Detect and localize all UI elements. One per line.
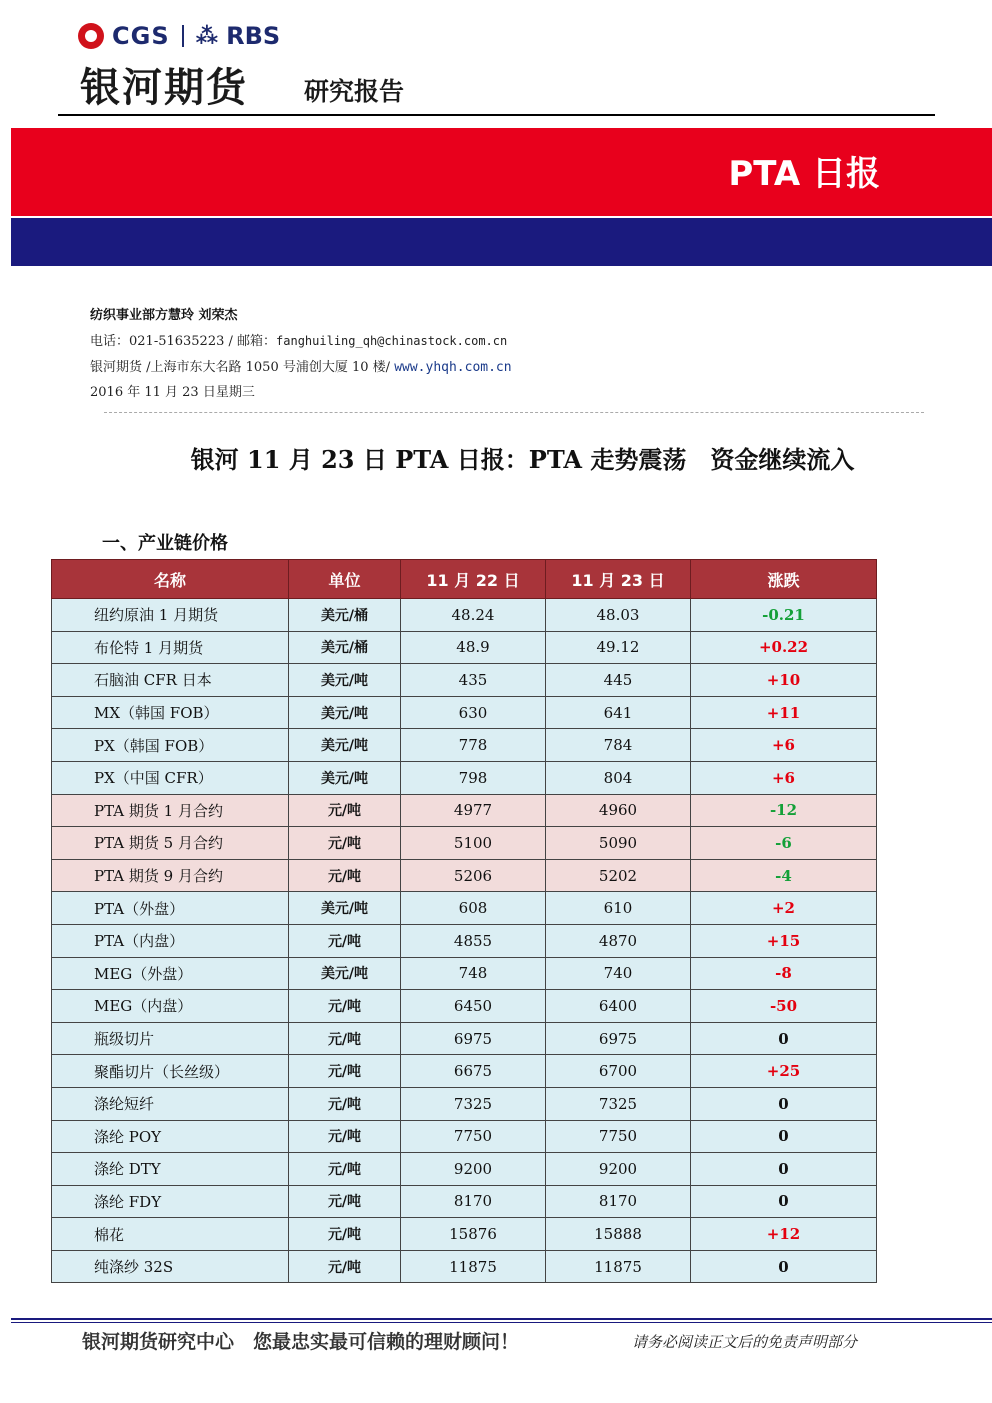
cell-price-nov23: 15888 bbox=[546, 1218, 691, 1251]
cell-change: +2 bbox=[691, 892, 877, 925]
cell-price-nov23: 6400 bbox=[546, 990, 691, 1023]
cell-unit: 元/吨 bbox=[289, 924, 401, 957]
cell-unit: 元/吨 bbox=[289, 1120, 401, 1153]
cell-name: 涤纶 DTY bbox=[52, 1153, 289, 1186]
address-text: 银河期货 /上海市东大名路 1050 号浦创大厦 10 楼/ bbox=[90, 360, 395, 375]
report-type: 研究报告 bbox=[304, 77, 405, 106]
cell-price-nov22: 11875 bbox=[401, 1250, 546, 1283]
cell-name: 涤纶 FDY bbox=[52, 1185, 289, 1218]
cell-name: PTA（外盘） bbox=[52, 892, 289, 925]
cell-unit: 美元/吨 bbox=[289, 729, 401, 762]
cell-price-nov23: 7325 bbox=[546, 1087, 691, 1120]
logo-divider bbox=[182, 25, 184, 47]
table-row bbox=[52, 990, 877, 1023]
cell-change: 0 bbox=[691, 1153, 877, 1186]
author-line: 纺织事业部方慧玲 刘荣杰 bbox=[90, 308, 238, 323]
cell-name: 瓶级切片 bbox=[52, 1022, 289, 1055]
cell-change: +12 bbox=[691, 1218, 877, 1251]
cell-price-nov22: 748 bbox=[401, 957, 546, 990]
cell-price-nov23: 11875 bbox=[546, 1250, 691, 1283]
cell-change: 0 bbox=[691, 1087, 877, 1120]
table-row bbox=[52, 599, 877, 632]
cell-price-nov23: 7750 bbox=[546, 1120, 691, 1153]
cell-unit: 元/吨 bbox=[289, 1250, 401, 1283]
cell-unit: 元/吨 bbox=[289, 794, 401, 827]
col-header-date2: 11 月 23 日 bbox=[546, 560, 691, 599]
table-row bbox=[52, 631, 877, 664]
cell-unit: 美元/桶 bbox=[289, 599, 401, 632]
logo bbox=[78, 22, 280, 50]
cell-change: +0.22 bbox=[691, 631, 877, 664]
cell-price-nov22: 9200 bbox=[401, 1153, 546, 1186]
cell-price-nov23: 4960 bbox=[546, 794, 691, 827]
table-row bbox=[52, 957, 877, 990]
table-row bbox=[52, 1022, 877, 1055]
cell-price-nov22: 6675 bbox=[401, 1055, 546, 1088]
cell-change: -6 bbox=[691, 827, 877, 860]
cell-price-nov22: 435 bbox=[401, 664, 546, 697]
table-row bbox=[52, 664, 877, 697]
cell-price-nov22: 630 bbox=[401, 696, 546, 729]
table-row bbox=[52, 924, 877, 957]
table-header-row bbox=[52, 560, 877, 599]
cell-name: MEG（内盘） bbox=[52, 990, 289, 1023]
cell-change: -12 bbox=[691, 794, 877, 827]
cell-price-nov22: 7325 bbox=[401, 1087, 546, 1120]
cell-change: +10 bbox=[691, 664, 877, 697]
cell-price-nov22: 5100 bbox=[401, 827, 546, 860]
footer-slogan: 银河期货研究中心 您最忠实最可信赖的理财顾问！ bbox=[82, 1331, 520, 1353]
cell-unit: 美元/吨 bbox=[289, 664, 401, 697]
section-title: 一、产业链价格 bbox=[102, 533, 228, 554]
table-row bbox=[52, 1120, 877, 1153]
logo-rbs-text: RBS bbox=[226, 22, 281, 50]
website-link[interactable]: www.yhqh.com.cn bbox=[394, 360, 512, 375]
blue-banner bbox=[11, 218, 992, 266]
cell-unit: 元/吨 bbox=[289, 859, 401, 892]
contact-line bbox=[90, 330, 507, 349]
cell-price-nov23: 6700 bbox=[546, 1055, 691, 1088]
report-date: 2016 年 11 月 23 日星期三 bbox=[90, 385, 255, 400]
cell-price-nov22: 6975 bbox=[401, 1022, 546, 1055]
cell-price-nov23: 4870 bbox=[546, 924, 691, 957]
cell-price-nov22: 778 bbox=[401, 729, 546, 762]
cell-unit: 元/吨 bbox=[289, 1185, 401, 1218]
cell-price-nov22: 6450 bbox=[401, 990, 546, 1023]
cell-name: PTA 期货 1 月合约 bbox=[52, 794, 289, 827]
table-row bbox=[52, 696, 877, 729]
cell-price-nov22: 7750 bbox=[401, 1120, 546, 1153]
cell-name: PTA 期货 5 月合约 bbox=[52, 827, 289, 860]
cell-change: -0.21 bbox=[691, 599, 877, 632]
cell-price-nov23: 48.03 bbox=[546, 599, 691, 632]
cell-name: 涤纶 POY bbox=[52, 1120, 289, 1153]
cell-price-nov22: 4977 bbox=[401, 794, 546, 827]
cell-price-nov23: 740 bbox=[546, 957, 691, 990]
footer-divider-thin bbox=[11, 1322, 992, 1323]
cell-unit: 美元/吨 bbox=[289, 957, 401, 990]
cell-change: 0 bbox=[691, 1250, 877, 1283]
cell-unit: 元/吨 bbox=[289, 1087, 401, 1120]
cell-unit: 美元/桶 bbox=[289, 631, 401, 664]
cell-price-nov23: 804 bbox=[546, 761, 691, 794]
table-row bbox=[52, 794, 877, 827]
cell-price-nov23: 610 bbox=[546, 892, 691, 925]
col-header-date1: 11 月 22 日 bbox=[401, 560, 546, 599]
col-header-unit: 单位 bbox=[289, 560, 401, 599]
header-divider bbox=[58, 114, 935, 116]
col-header-name: 名称 bbox=[52, 560, 289, 599]
cell-price-nov23: 8170 bbox=[546, 1185, 691, 1218]
cell-change: +11 bbox=[691, 696, 877, 729]
cell-name: 纽约原油 1 月期货 bbox=[52, 599, 289, 632]
cell-change: 0 bbox=[691, 1120, 877, 1153]
table-row bbox=[52, 892, 877, 925]
table-row bbox=[52, 761, 877, 794]
cell-unit: 美元/吨 bbox=[289, 892, 401, 925]
cell-unit: 元/吨 bbox=[289, 990, 401, 1023]
cell-price-nov22: 608 bbox=[401, 892, 546, 925]
address-line bbox=[90, 356, 512, 375]
table-row bbox=[52, 1087, 877, 1120]
cell-price-nov23: 445 bbox=[546, 664, 691, 697]
cell-unit: 元/吨 bbox=[289, 827, 401, 860]
banner-title: PTA 日报 bbox=[728, 154, 880, 194]
cell-name: PX（韩国 FOB） bbox=[52, 729, 289, 762]
dashed-divider bbox=[104, 412, 924, 413]
table-row bbox=[52, 1055, 877, 1088]
cell-name: PX（中国 CFR） bbox=[52, 761, 289, 794]
cell-price-nov22: 48.24 bbox=[401, 599, 546, 632]
rbs-logo-icon: ⁂ bbox=[195, 23, 219, 49]
report-title: 银河 11 月 23 日 PTA 日报：PTA 走势震荡 资金继续流入 bbox=[190, 445, 855, 474]
cell-change: +6 bbox=[691, 729, 877, 762]
cell-change: +15 bbox=[691, 924, 877, 957]
cell-change: -4 bbox=[691, 859, 877, 892]
cell-price-nov22: 798 bbox=[401, 761, 546, 794]
cell-unit: 元/吨 bbox=[289, 1055, 401, 1088]
cell-price-nov22: 5206 bbox=[401, 859, 546, 892]
cell-name: 聚酯切片（长丝级） bbox=[52, 1055, 289, 1088]
cell-name: 涤纶短纤 bbox=[52, 1087, 289, 1120]
table-row bbox=[52, 827, 877, 860]
cell-change: 0 bbox=[691, 1022, 877, 1055]
cgs-logo-icon bbox=[78, 23, 104, 49]
cell-change: 0 bbox=[691, 1185, 877, 1218]
cell-price-nov23: 6975 bbox=[546, 1022, 691, 1055]
cell-price-nov22: 15876 bbox=[401, 1218, 546, 1251]
phone-text: 电话：021-51635223 / 邮箱： bbox=[90, 334, 277, 349]
cell-price-nov23: 784 bbox=[546, 729, 691, 762]
price-table bbox=[51, 559, 877, 1283]
cell-price-nov22: 8170 bbox=[401, 1185, 546, 1218]
table-row bbox=[52, 1250, 877, 1283]
cell-name: 棉花 bbox=[52, 1218, 289, 1251]
cell-name: 纯涤纱 32S bbox=[52, 1250, 289, 1283]
cell-name: 布伦特 1 月期货 bbox=[52, 631, 289, 664]
cell-change: +6 bbox=[691, 761, 877, 794]
cell-unit: 元/吨 bbox=[289, 1153, 401, 1186]
cell-price-nov23: 5090 bbox=[546, 827, 691, 860]
cell-price-nov23: 49.12 bbox=[546, 631, 691, 664]
cell-unit: 美元/吨 bbox=[289, 696, 401, 729]
table-row bbox=[52, 1185, 877, 1218]
table-row bbox=[52, 729, 877, 762]
cell-change: -8 bbox=[691, 957, 877, 990]
table-row bbox=[52, 859, 877, 892]
cell-price-nov22: 48.9 bbox=[401, 631, 546, 664]
table-row bbox=[52, 1153, 877, 1186]
cell-name: MEG（外盘） bbox=[52, 957, 289, 990]
cell-name: PTA 期货 9 月合约 bbox=[52, 859, 289, 892]
cell-unit: 元/吨 bbox=[289, 1218, 401, 1251]
footer-divider bbox=[11, 1318, 992, 1320]
cell-price-nov22: 4855 bbox=[401, 924, 546, 957]
logo-cgs-text: CGS bbox=[112, 22, 170, 50]
table-row bbox=[52, 1218, 877, 1251]
footer-disclaimer: 请务必阅读正文后的免责声明部分 bbox=[632, 1333, 858, 1351]
brand-name: 银河期货 bbox=[80, 65, 248, 111]
cell-unit: 美元/吨 bbox=[289, 761, 401, 794]
cell-price-nov23: 641 bbox=[546, 696, 691, 729]
cell-name: PTA（内盘） bbox=[52, 924, 289, 957]
cell-change: -50 bbox=[691, 990, 877, 1023]
cell-price-nov23: 5202 bbox=[546, 859, 691, 892]
cell-unit: 元/吨 bbox=[289, 1022, 401, 1055]
cell-name: MX（韩国 FOB） bbox=[52, 696, 289, 729]
col-header-change: 涨跌 bbox=[691, 560, 877, 599]
cell-name: 石脑油 CFR 日本 bbox=[52, 664, 289, 697]
cell-price-nov23: 9200 bbox=[546, 1153, 691, 1186]
email-link[interactable]: fanghuiling_qh@chinastock.com.cn bbox=[276, 334, 508, 348]
cell-change: +25 bbox=[691, 1055, 877, 1088]
